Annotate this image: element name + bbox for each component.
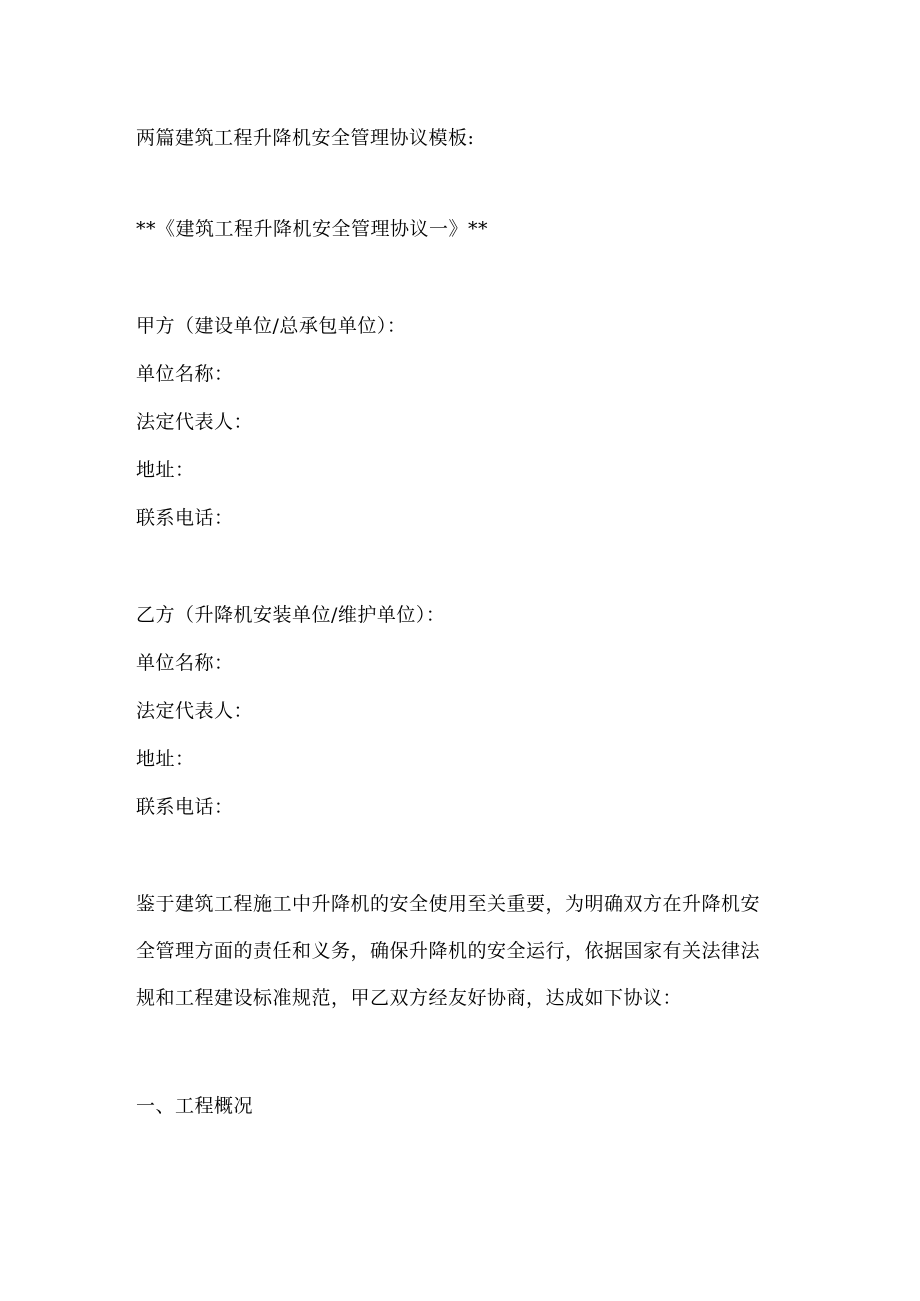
party-b-address-label: 地址： — [136, 748, 195, 770]
party-b-company-name-label: 单位名称： — [136, 652, 234, 674]
party-a-legal-rep-label: 法定代表人： — [136, 411, 254, 433]
document-title: 两篇建筑工程升降机安全管理协议模板: — [136, 127, 475, 149]
party-a-company-name-label: 单位名称： — [136, 363, 234, 385]
party-b-legal-rep-label: 法定代表人： — [136, 700, 254, 722]
party-b-phone-label: 联系电话： — [136, 796, 234, 818]
party-a-address-label: 地址： — [136, 459, 195, 481]
preamble-line: 规和工程建设标准规范，甲乙双方经友好协商，达成如下协议： — [136, 987, 683, 1009]
preamble-paragraph — [136, 881, 776, 1022]
agreement-heading: **《建筑工程升降机安全管理协议一》** — [136, 218, 489, 240]
preamble-line: 全管理方面的责任和义务，确保升降机的安全运行，依据国家有关法律法 — [136, 940, 761, 962]
party-a-phone-label: 联系电话： — [136, 507, 234, 529]
party-b-heading: 乙方（升降机安装单位/维护单位）： — [136, 604, 446, 626]
section-1-heading: 一、工程概况 — [136, 1095, 254, 1117]
party-a-heading: 甲方（建设单位/总承包单位）： — [136, 315, 407, 337]
preamble-line: 鉴于建筑工程施工中升降机的安全使用至关重要，为明确双方在升降机安 — [136, 893, 761, 915]
